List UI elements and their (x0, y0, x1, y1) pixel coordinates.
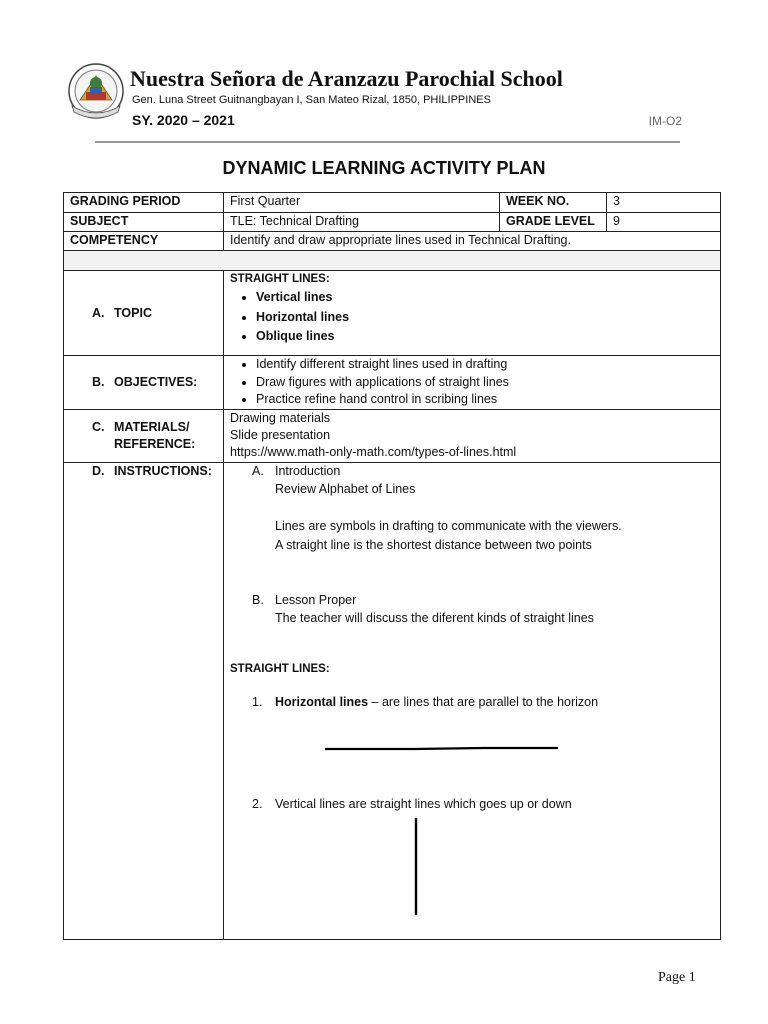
material-item: Slide presentation (230, 428, 331, 442)
intro-line: A straight line is the shortest distance between two points (275, 538, 592, 552)
instructions-label: D. INSTRUCTIONS: (64, 463, 224, 940)
item-number: 2. (252, 797, 263, 811)
objectives-label: B. OBJECTIVES: (64, 356, 224, 410)
topic-list (230, 288, 714, 347)
list-item: • Draw figures with applications of straight lines (256, 374, 714, 392)
materials-label: C. MATERIALS/ REFERENCE: (64, 410, 224, 463)
header-divider (95, 141, 680, 143)
document-title: DYNAMIC LEARNING ACTIVITY PLAN (222, 158, 546, 178)
subject-value: TLE: Technical Drafting (224, 213, 500, 232)
grade-level-value: 9 (607, 213, 721, 232)
grading-period-row (64, 193, 721, 213)
activity-plan-table (63, 192, 721, 940)
competency-value: Identify and draw appropriate lines used in Technical Drafting. (224, 232, 721, 251)
week-value: 3 (607, 193, 721, 213)
list-item: • Identify different straight lines used in drafting (256, 356, 714, 374)
competency-label: COMPETENCY (64, 232, 224, 251)
vertical-line-drawing (412, 817, 420, 917)
horizontal-lines-text: Horizontal lines – are lines that are parallel to the horizon (275, 695, 599, 709)
instructions-content (224, 463, 721, 940)
list-item: • Oblique lines (256, 327, 714, 347)
horizontal-line-drawing (324, 744, 560, 752)
material-item: Drawing materials (230, 411, 331, 425)
topic-label: A. TOPIC (64, 271, 224, 356)
grading-period-value: First Quarter (224, 193, 500, 213)
topic-row (64, 271, 721, 356)
week-label: WEEK NO. (500, 193, 607, 213)
grade-level-label: GRADE LEVEL (500, 213, 607, 232)
intro-title: Introduction (275, 464, 341, 478)
objectives-row (64, 356, 721, 410)
competency-row (64, 232, 721, 251)
page-number: Page 1 (658, 970, 696, 985)
objectives-content (224, 356, 721, 410)
reference-link[interactable]: https://www.math-only-math.com/types-of-lines.html (230, 445, 517, 459)
topic-content (224, 271, 721, 356)
school-address: Gen. Luna Street Guitnangbayan I, San Mateo Rizal, 1850, PHILIPPINES (132, 94, 491, 106)
vertical-lines-text: Vertical lines are straight lines which goes up or down (275, 797, 572, 811)
school-year: SY. 2020 – 2021 (132, 112, 235, 128)
intro-letter: A. (252, 464, 264, 478)
lesson-letter: B. (252, 593, 264, 607)
list-item: • Practice refine hand control in scribing lines (256, 391, 714, 409)
objectives-list (230, 356, 714, 409)
school-header (66, 62, 706, 142)
lesson-line: The teacher will discuss the diferent kinds of straight lines (275, 611, 594, 625)
lesson-title: Lesson Proper (275, 593, 357, 607)
intro-line: Lines are symbols in drafting to communicate with the viewers. (275, 519, 622, 533)
item-number: 1. (252, 695, 263, 709)
materials-row (64, 410, 721, 463)
straight-lines-heading: STRAIGHT LINES: (230, 663, 330, 675)
grading-period-label: GRADING PERIOD (64, 193, 224, 213)
document-code: IM-O2 (648, 114, 682, 128)
instructions-row (64, 463, 721, 940)
list-item: • Horizontal lines (256, 308, 714, 328)
subject-row (64, 213, 721, 232)
subject-label: SUBJECT (64, 213, 224, 232)
list-item: • Vertical lines (256, 288, 714, 308)
school-name: Nuestra Señora de Aranzazu Parochial School (130, 66, 563, 91)
topic-heading: STRAIGHT LINES: (230, 273, 330, 285)
intro-line: Review Alphabet of Lines (275, 482, 416, 496)
spacer-row (64, 251, 721, 271)
materials-content (224, 410, 721, 463)
school-seal-logo (66, 62, 126, 124)
